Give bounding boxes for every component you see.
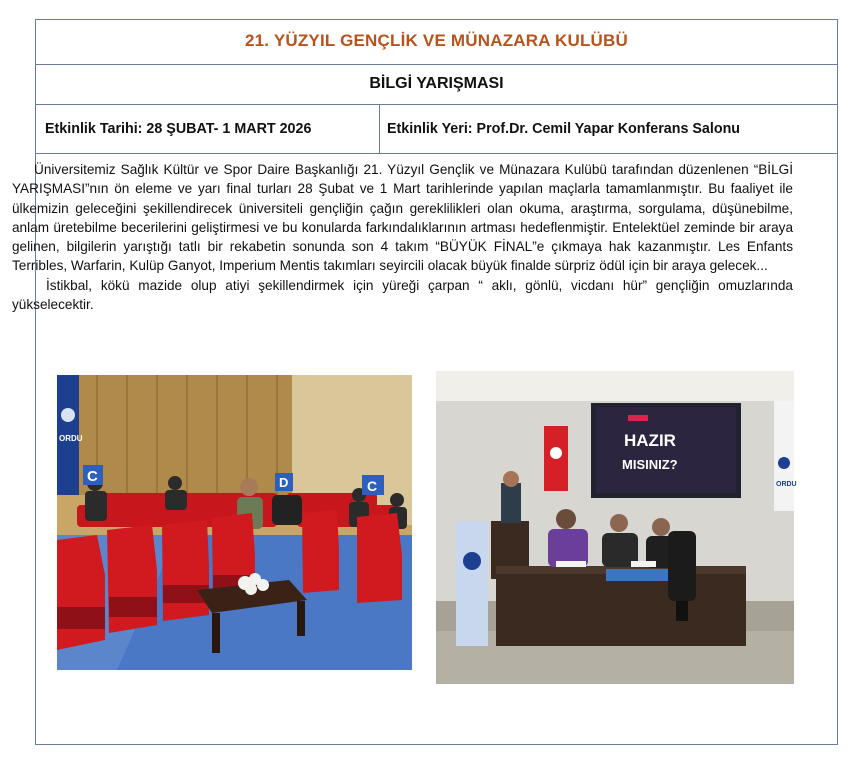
body-text — [12, 160, 793, 314]
event-title: BİLGİ YARIŞMASI — [369, 75, 504, 92]
meta-divider — [379, 105, 380, 153]
sign-2: D — [279, 475, 289, 490]
event-date: Etkinlik Tarihi: 28 ŞUBAT- 1 MART 2026 — [45, 121, 312, 137]
right-banner-text: ORDU — [776, 481, 797, 488]
audience-photo — [57, 375, 412, 670]
body-paragraph-1: Üniversitemiz Sağlık Kültür ve Spor Daire Başkanlığı 21. Yüzyıl Gençlik ve Münazara Kulübü tarafından düzenlenen “BİLGİ YARIŞMASI”nın ön eleme ve yarı final turları 28 Şubat ve 1 Mart tarihlerinde yapılan maçlarla tamamlanmıştır. Bu faaliyet ile ülkemizin geleceğini şekillendirecek üniversiteli gençliğin çağın gereklilikleri olan okuma, araştırma, sorgulama, düşünebilme, anlam üretebilme becerilerini geliştirmesi ve bu konularda farkındalıklarının artması hedeflenmiştir. Entelektüel zeminde bir araya gelinen, bilgilerin yarıştığı tatlı bir rekabetin sonunda son 4 takım “BÜYÜK FİNAL”e çıkmaya hak kazanmıştır. Les Enfants Terribles, Warfarin, Kulüp Ganyot, Imperium Mentis takımları seyircili olacak büyük finalde sürpriz ödül için bir araya gelecek... — [12, 162, 793, 274]
club-title: 21. YÜZYIL GENÇLİK VE MÜNAZARA KULÜBÜ — [244, 31, 628, 50]
subtitle-row — [36, 65, 837, 105]
body-paragraph-2: İstikbal, kökü mazide olup atiyi şekillendirmek için yüreği çarpan “ aklı, gönlü, vicdanı hür” gençliğin omuzlarında yükselecektir. — [12, 277, 793, 313]
screen-line-2: MISINIZ? — [622, 457, 678, 472]
meta-row — [36, 105, 837, 154]
stage-photo — [436, 371, 797, 684]
screen-line-1: HAZIR — [624, 431, 676, 450]
left-banner-text: ORDU — [59, 434, 83, 443]
title-row — [36, 20, 837, 65]
event-place: Etkinlik Yeri: Prof.Dr. Cemil Yapar Konferans Salonu — [387, 121, 741, 137]
sign-1: C — [87, 468, 98, 485]
sign-3: C — [367, 478, 378, 494]
